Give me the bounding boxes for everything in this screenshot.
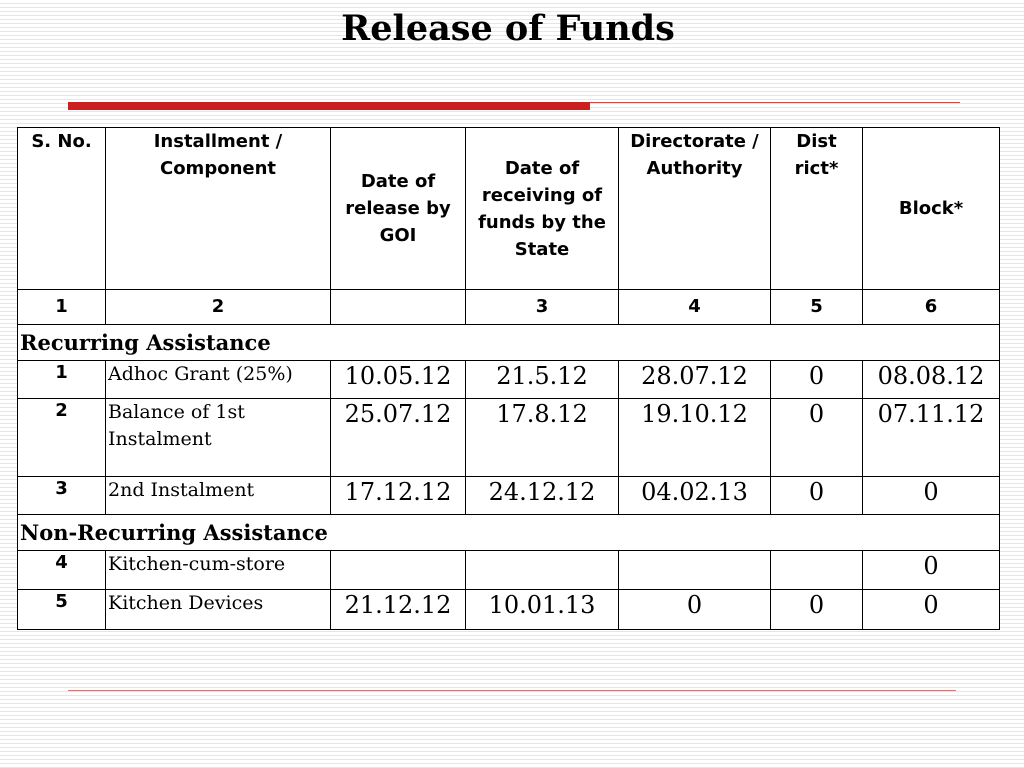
column-number: 1 (18, 290, 106, 325)
row-sno: 1 (18, 361, 106, 399)
header-sno: S. No. (18, 128, 106, 290)
row-district: 0 (771, 477, 863, 515)
header-block: Block* (863, 128, 1000, 290)
column-number: 4 (619, 290, 771, 325)
row-component: Balance of 1st Instalment (106, 399, 331, 477)
row-sno: 4 (18, 551, 106, 590)
row-district: 0 (771, 399, 863, 477)
table-row (18, 551, 1000, 590)
row-block: 07.11.12 (863, 399, 1000, 477)
header-district: Dist rict* (771, 128, 863, 290)
table-row (18, 399, 1000, 477)
section-row (18, 515, 1000, 551)
page-title: Release of Funds (341, 8, 675, 49)
header-receiving-state: Date of receiving of funds by the State (466, 128, 619, 290)
row-block: 0 (863, 551, 1000, 590)
row-receiving-state: 24.12.12 (466, 477, 619, 515)
row-release-goi: 10.05.12 (331, 361, 466, 399)
row-component: Adhoc Grant (25%) (106, 361, 331, 399)
row-sno: 5 (18, 590, 106, 630)
column-number-row (18, 290, 1000, 325)
row-component: Kitchen-cum-store (106, 551, 331, 590)
footer-divider (68, 690, 956, 691)
column-number (331, 290, 466, 325)
row-component: 2nd Instalment (106, 477, 331, 515)
column-number: 5 (771, 290, 863, 325)
row-directorate (619, 551, 771, 590)
row-district: 0 (771, 361, 863, 399)
row-directorate: 04.02.13 (619, 477, 771, 515)
row-release-goi: 25.07.12 (331, 399, 466, 477)
row-directorate: 19.10.12 (619, 399, 771, 477)
section-non-recurring: Non-Recurring Assistance (18, 515, 1000, 551)
row-release-goi: 17.12.12 (331, 477, 466, 515)
row-block: 0 (863, 590, 1000, 630)
title-underline-thin (590, 102, 960, 103)
table-row (18, 361, 1000, 399)
column-number: 3 (466, 290, 619, 325)
row-sno: 3 (18, 477, 106, 515)
row-release-goi (331, 551, 466, 590)
section-recurring: Recurring Assistance (18, 325, 1000, 361)
row-receiving-state: 21.5.12 (466, 361, 619, 399)
title-underline-red (68, 102, 590, 110)
header-component: Installment / Component (106, 128, 331, 290)
row-district (771, 551, 863, 590)
row-block: 08.08.12 (863, 361, 1000, 399)
row-release-goi: 21.12.12 (331, 590, 466, 630)
row-directorate: 28.07.12 (619, 361, 771, 399)
row-sno: 2 (18, 399, 106, 477)
section-row (18, 325, 1000, 361)
row-block: 0 (863, 477, 1000, 515)
header-directorate: Directorate / Authority (619, 128, 771, 290)
table-row (18, 590, 1000, 630)
column-number: 6 (863, 290, 1000, 325)
header-release-goi: Date of release by GOI (331, 128, 466, 290)
table-row (18, 477, 1000, 515)
row-receiving-state: 17.8.12 (466, 399, 619, 477)
funds-table (17, 127, 1000, 630)
row-component: Kitchen Devices (106, 590, 331, 630)
row-district: 0 (771, 590, 863, 630)
row-receiving-state: 10.01.13 (466, 590, 619, 630)
column-number: 2 (106, 290, 331, 325)
header-row (18, 128, 1000, 290)
row-directorate: 0 (619, 590, 771, 630)
row-receiving-state (466, 551, 619, 590)
